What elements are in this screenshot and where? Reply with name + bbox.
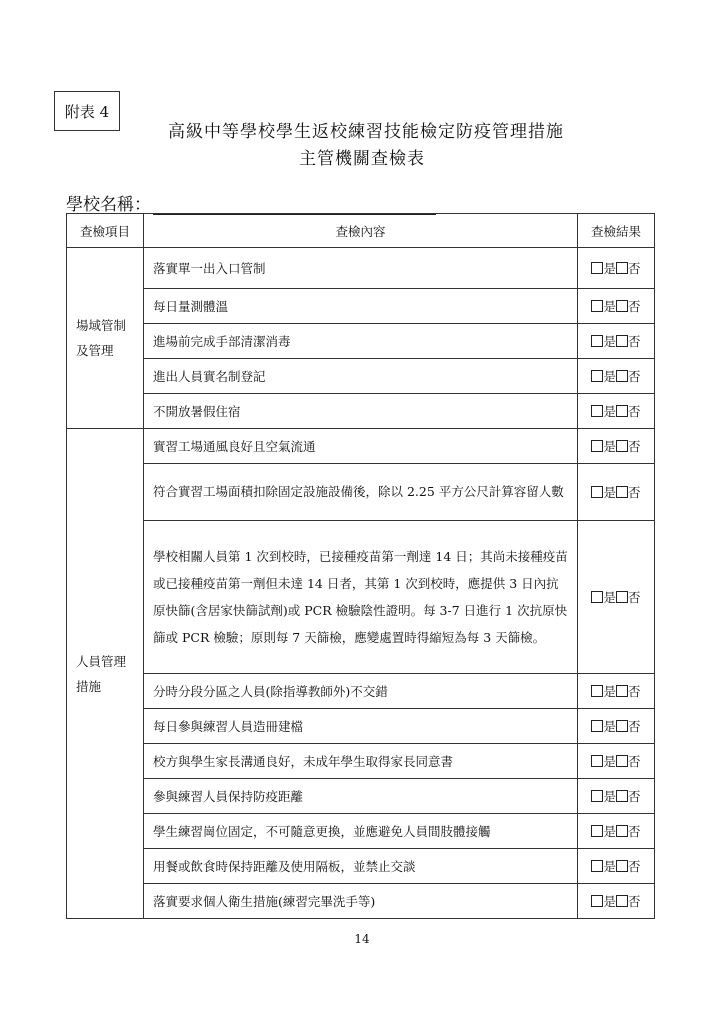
result-cell bbox=[578, 248, 655, 289]
header-result: 查檢結果 bbox=[578, 214, 655, 248]
checklist-table bbox=[66, 213, 655, 919]
check-item-content: 落實單一出入口管制 bbox=[144, 248, 578, 289]
yes-label: 是 bbox=[603, 334, 616, 349]
yes-label: 是 bbox=[603, 590, 616, 605]
yes-label: 是 bbox=[603, 369, 616, 384]
no-checkbox[interactable] bbox=[616, 720, 628, 732]
no-label: 否 bbox=[628, 334, 641, 349]
table-row bbox=[67, 709, 655, 744]
category-label-line2: 措施 bbox=[76, 678, 102, 694]
yes-label: 是 bbox=[603, 684, 616, 699]
no-checkbox[interactable] bbox=[616, 486, 628, 498]
page-number: 14 bbox=[354, 932, 370, 946]
result-cell bbox=[578, 429, 655, 464]
table-row bbox=[67, 429, 655, 464]
check-item-content: 每日參與練習人員造冊建檔 bbox=[144, 709, 578, 744]
no-checkbox[interactable] bbox=[616, 825, 628, 837]
no-label: 否 bbox=[628, 859, 641, 874]
yes-label: 是 bbox=[603, 859, 616, 874]
header-category: 查檢項目 bbox=[67, 214, 144, 248]
document-subtitle: 主管機關查檢表 bbox=[299, 149, 425, 169]
check-item-content: 校方與學生家長溝通良好，未成年學生取得家長同意書 bbox=[144, 744, 578, 779]
no-label: 否 bbox=[628, 404, 641, 419]
category-label-line2: 及管理 bbox=[76, 343, 114, 358]
no-checkbox[interactable] bbox=[616, 262, 628, 274]
table-row bbox=[67, 324, 655, 359]
yes-checkbox[interactable] bbox=[591, 486, 603, 498]
no-label: 否 bbox=[628, 485, 641, 500]
category-cell bbox=[67, 248, 144, 429]
result-cell bbox=[578, 709, 655, 744]
yes-checkbox[interactable] bbox=[591, 405, 603, 417]
table-row bbox=[67, 779, 655, 814]
no-checkbox[interactable] bbox=[616, 755, 628, 767]
result-cell bbox=[578, 779, 655, 814]
no-checkbox[interactable] bbox=[616, 591, 628, 603]
document-title: 高級中等學校學生返校練習技能檢定防疫管理措施 bbox=[168, 122, 564, 142]
no-label: 否 bbox=[628, 684, 641, 699]
category-cell bbox=[67, 429, 144, 919]
yes-checkbox[interactable] bbox=[591, 755, 603, 767]
no-label: 否 bbox=[628, 369, 641, 384]
yes-checkbox[interactable] bbox=[591, 370, 603, 382]
table-header-row bbox=[67, 214, 655, 248]
yes-label: 是 bbox=[603, 261, 616, 276]
table-row bbox=[67, 849, 655, 884]
no-checkbox[interactable] bbox=[616, 335, 628, 347]
no-label: 否 bbox=[628, 261, 641, 276]
yes-label: 是 bbox=[603, 439, 616, 454]
check-item-content: 符合實習工場面積扣除固定設施設備後，除以 2.25 平方公尺計算容留人數 bbox=[144, 464, 578, 521]
table-row bbox=[67, 394, 655, 429]
result-cell bbox=[578, 394, 655, 429]
header-content: 查檢內容 bbox=[144, 214, 578, 248]
no-checkbox[interactable] bbox=[616, 300, 628, 312]
annex-label: 附表 4 bbox=[54, 91, 120, 131]
yes-checkbox[interactable] bbox=[591, 262, 603, 274]
yes-checkbox[interactable] bbox=[591, 860, 603, 872]
school-name-label: 學校名稱： bbox=[66, 195, 151, 215]
yes-checkbox[interactable] bbox=[591, 825, 603, 837]
no-checkbox[interactable] bbox=[616, 405, 628, 417]
result-cell bbox=[578, 521, 655, 674]
category-label-line1: 場域管制 bbox=[76, 318, 127, 333]
table-row bbox=[67, 814, 655, 849]
no-checkbox[interactable] bbox=[616, 790, 628, 802]
yes-label: 是 bbox=[603, 824, 616, 839]
table-row bbox=[67, 359, 655, 394]
no-checkbox[interactable] bbox=[616, 860, 628, 872]
yes-checkbox[interactable] bbox=[591, 685, 603, 697]
yes-checkbox[interactable] bbox=[591, 300, 603, 312]
yes-label: 是 bbox=[603, 299, 616, 314]
table-row bbox=[67, 744, 655, 779]
no-checkbox[interactable] bbox=[616, 895, 628, 907]
no-label: 否 bbox=[628, 299, 641, 314]
school-name-field bbox=[66, 190, 436, 215]
yes-label: 是 bbox=[603, 719, 616, 734]
no-checkbox[interactable] bbox=[616, 685, 628, 697]
category-label-line1: 人員管理 bbox=[76, 653, 127, 669]
result-cell bbox=[578, 464, 655, 521]
check-item-content: 實習工場通風良好且空氣流通 bbox=[144, 429, 578, 464]
no-label: 否 bbox=[628, 789, 641, 804]
no-label: 否 bbox=[628, 719, 641, 734]
table-row bbox=[67, 521, 655, 674]
result-cell bbox=[578, 359, 655, 394]
yes-label: 是 bbox=[603, 894, 616, 909]
no-label: 否 bbox=[628, 754, 641, 769]
yes-label: 是 bbox=[603, 485, 616, 500]
yes-checkbox[interactable] bbox=[591, 790, 603, 802]
no-label: 否 bbox=[628, 824, 641, 839]
check-item-content: 每日量測體溫 bbox=[144, 289, 578, 324]
no-label: 否 bbox=[628, 439, 641, 454]
no-label: 否 bbox=[628, 894, 641, 909]
yes-checkbox[interactable] bbox=[591, 440, 603, 452]
table-row bbox=[67, 464, 655, 521]
check-item-content: 學生練習崗位固定，不可隨意更換，並應避免人員間肢體接觸 bbox=[144, 814, 578, 849]
table-row bbox=[67, 884, 655, 919]
yes-label: 是 bbox=[603, 754, 616, 769]
no-checkbox[interactable] bbox=[616, 370, 628, 382]
check-item-content: 進出人員實名制登記 bbox=[144, 359, 578, 394]
check-item-content: 學校相關人員第 1 次到校時，已接種疫苗第一劑達 14 日；其尚未接種疫苗或已接種疫苗第一劑但未達 14 日者，其第 1 次到校時，應提供 3 日內抗原快篩(含居家快篩試劑)或 PCR 檢驗陰性證明。每 3-7 日進行 1 次抗原快篩或 PCR 檢驗；原則每 7 天篩檢，應變處置時得縮短為每 3 天篩檢。 bbox=[144, 521, 578, 674]
yes-checkbox[interactable] bbox=[591, 335, 603, 347]
check-item-content: 不開放暑假住宿 bbox=[144, 394, 578, 429]
check-item-content: 分時分段分區之人員(除指導教師外)不交錯 bbox=[144, 674, 578, 709]
no-checkbox[interactable] bbox=[616, 440, 628, 452]
check-item-content: 用餐或飲食時保持距離及使用隔板，並禁止交談 bbox=[144, 849, 578, 884]
result-cell bbox=[578, 884, 655, 919]
table-row bbox=[67, 289, 655, 324]
table-row bbox=[67, 248, 655, 289]
yes-checkbox[interactable] bbox=[591, 720, 603, 732]
check-item-content: 參與練習人員保持防疫距離 bbox=[144, 779, 578, 814]
result-cell bbox=[578, 744, 655, 779]
yes-label: 是 bbox=[603, 404, 616, 419]
result-cell bbox=[578, 289, 655, 324]
result-cell bbox=[578, 814, 655, 849]
check-item-content: 落實要求個人衛生措施(練習完畢洗手等) bbox=[144, 884, 578, 919]
result-cell bbox=[578, 849, 655, 884]
table-row bbox=[67, 674, 655, 709]
result-cell bbox=[578, 674, 655, 709]
yes-checkbox[interactable] bbox=[591, 895, 603, 907]
result-cell bbox=[578, 324, 655, 359]
no-label: 否 bbox=[628, 590, 641, 605]
yes-checkbox[interactable] bbox=[591, 591, 603, 603]
check-item-content: 進場前完成手部清潔消毒 bbox=[144, 324, 578, 359]
yes-label: 是 bbox=[603, 789, 616, 804]
